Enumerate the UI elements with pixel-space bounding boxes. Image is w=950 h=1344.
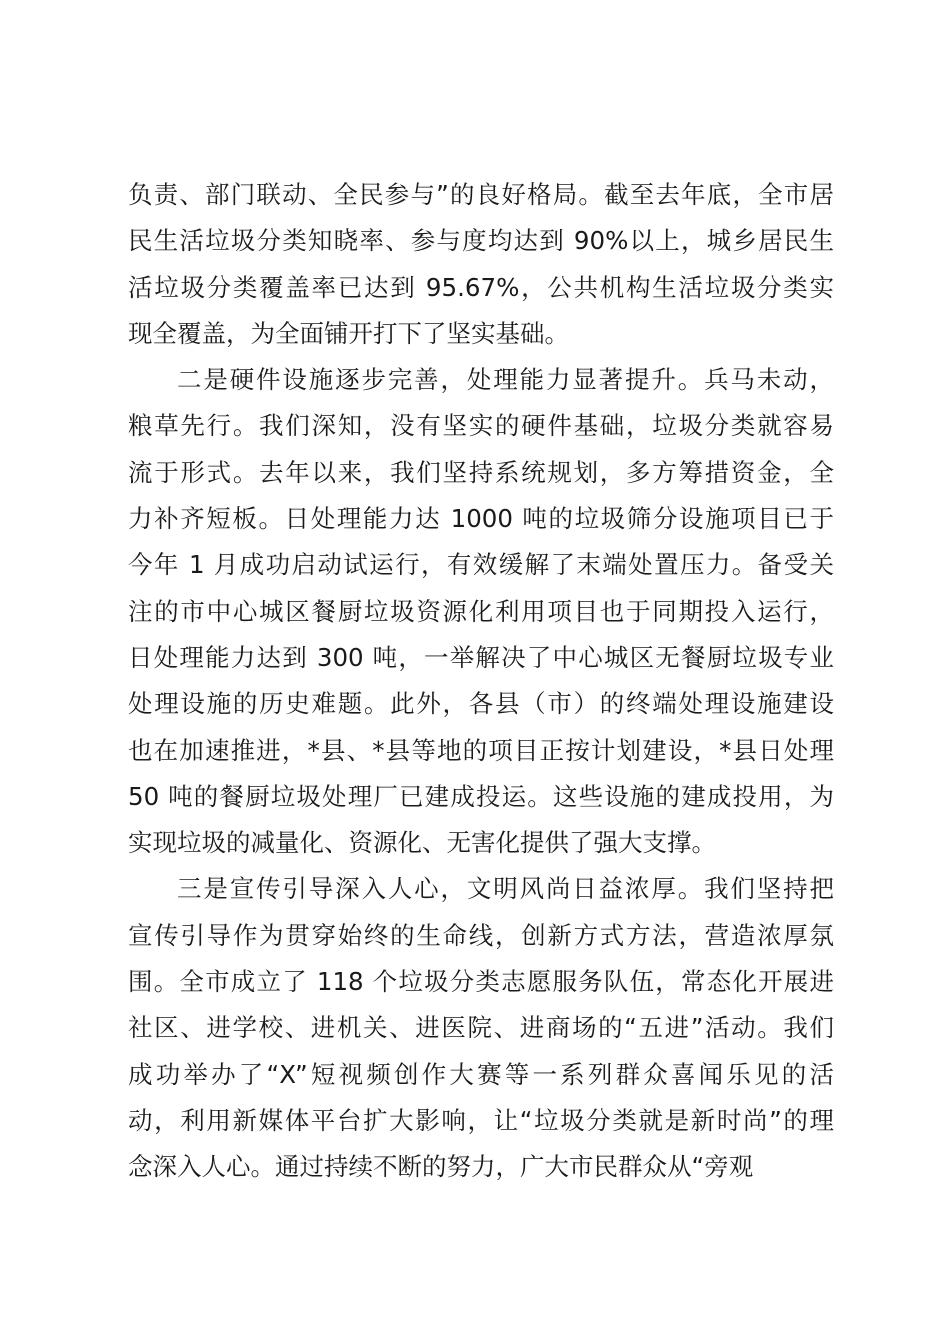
text-line: 活垃圾分类覆盖率已达到 95.67%，公共机构生活垃圾分类实 <box>128 272 834 302</box>
text-line: 围。全市成立了 118 个垃圾分类志愿服务队伍，常态化开展进 <box>128 967 834 997</box>
text-line: 日处理能力达到 300 吨，一举解决了中心城区无餐厨垃圾专业 <box>128 642 834 672</box>
body-text <box>128 172 834 1191</box>
text-line: 负责、部门联动、全民参与”的良好格局。截至去年底，全市居 <box>128 180 834 209</box>
text-line: 处理设施的历史难题。此外，各县（市）的终端处理设施建设 <box>128 689 834 719</box>
text-line: 民生活垃圾分类知晓率、参与度均达到 90%以上，城乡居民生 <box>128 226 834 256</box>
text-line: 今年 1 月成功启动试运行，有效缓解了末端处置压力。备受关 <box>128 550 834 580</box>
text-line: 社区、进学校、进机关、进医院、进商场的“五进”活动。我们 <box>128 1013 834 1043</box>
paragraph-first-line: 三是宣传引导深入人心，文明风尚日益浓厚。我们坚持把 <box>177 874 834 904</box>
paragraph-first-line: 二是硬件设施逐步完善，处理能力显著提升。兵马未动， <box>177 365 834 395</box>
text-line: 流于形式。去年以来，我们坚持系统规划，多方筹措资金，全 <box>128 457 834 487</box>
text-line: 也在加速推进，*县、*县等地的项目正按计划建设，*县日处理 <box>128 735 834 765</box>
text-line: 注的市中心城区餐厨垃圾资源化利用项目也于同期投入运行， <box>128 596 834 626</box>
text-line: 动，利用新媒体平台扩大影响，让“垃圾分类就是新时尚”的理 <box>128 1105 834 1135</box>
text-line: 实现垃圾的减量化、资源化、无害化提供了强大支撑。 <box>128 828 716 858</box>
text-line: 现全覆盖，为全面铺开打下了坚实基础。 <box>128 318 569 348</box>
text-line: 成功举办了“X”短视频创作大赛等一系列群众喜闻乐见的活 <box>128 1059 834 1089</box>
text-line: 50 吨的餐厨垃圾处理厂已建成投运。这些设施的建成投用，为 <box>128 781 834 811</box>
text-line: 力补齐短板。日处理能力达 1000 吨的垃圾筛分设施项目已于 <box>128 504 834 534</box>
text-line: 宣传引导作为贯穿始终的生命线，创新方式方法，营造浓厚氛 <box>128 920 834 950</box>
text-line: 念深入人心。通过持续不断的努力，广大市民群众从“旁观 <box>128 1152 754 1182</box>
text-line: 粮草先行。我们深知，没有坚实的硬件基础，垃圾分类就容易 <box>128 411 834 441</box>
